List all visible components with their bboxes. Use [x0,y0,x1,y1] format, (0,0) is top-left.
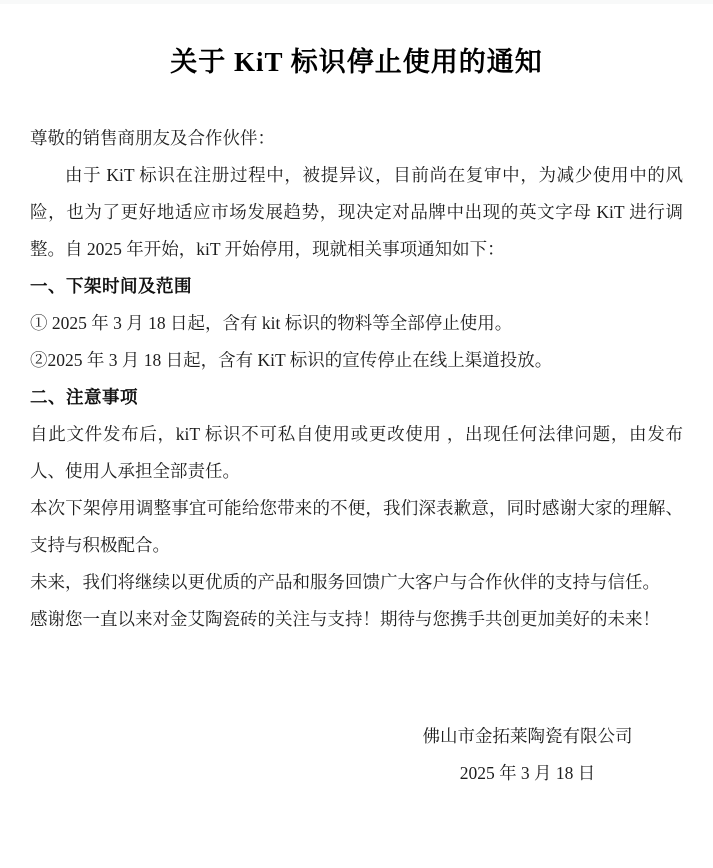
section-1-item-2: ②2025 年 3 月 18 日起，含有 KiT 标识的宣传停止在线上渠道投放。 [30,350,553,370]
section-1-item-1: ① 2025 年 3 月 18 日起，含有 kit 标识的物料等全部停止使用。 [30,313,513,333]
section-2-paragraph-4: 感谢您一直以来对金艾陶瓷砖的关注与支持！期待与您携手共创更加美好的未来！ [30,609,660,629]
intro-paragraph: 由于 KiT 标识在注册过程中，被提异议，目前尚在复审中，为减少使用中的风险，也为了更好地适应市场发展趋势，现决定对品牌中出现的英文字母 KiT 进行调整。自 2025 年开始，kiT 开始停用，现就相关事项通知如下： [30,165,683,259]
section-2-heading: 二、注意事项 [30,387,138,407]
document-title: 关于 KiT 标识停止使用的通知 [170,47,543,77]
signature-date: 2025 年 3 月 18 日 [459,763,596,783]
signature-company: 佛山市金拓莱陶瓷有限公司 [422,726,633,746]
window-top-edge [0,0,713,4]
section-2-paragraph-2: 本次下架停用调整事宜可能给您带来的不便，我们深表歉意，同时感谢大家的理解、支持与积极配合。 [30,498,683,555]
document-body [30,120,683,638]
signature-block [370,718,685,792]
section-2-paragraph-3: 未来，我们将继续以更优质的产品和服务回馈广大客户与合作伙伴的支持与信任。 [30,572,660,592]
salutation-line: 尊敬的销售商朋友及合作伙伴： [30,128,275,148]
section-2-paragraph-1: 自此文件发布后，kiT 标识不可私自使用或更改使用 ，出现任何法律问题，由发布人、使用人承担全部责任。 [30,424,683,481]
section-1-heading: 一、下架时间及范围 [30,276,192,296]
document-page [0,44,713,868]
